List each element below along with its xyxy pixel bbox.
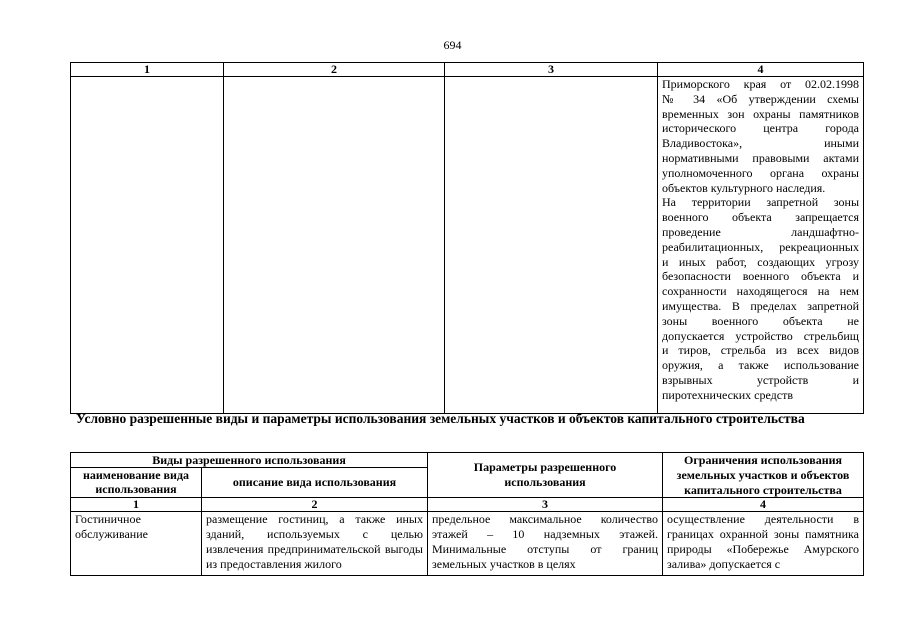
restrictions-cell bbox=[658, 77, 864, 414]
text-line: Владивостока», иными bbox=[662, 136, 859, 151]
column-numbers-row bbox=[71, 498, 864, 512]
conditional-use-table bbox=[70, 452, 864, 576]
empty-cell bbox=[445, 77, 658, 414]
column-number: 3 bbox=[445, 63, 658, 77]
text-line: безопасности военного объекта и bbox=[662, 269, 859, 284]
text-line: имущества. В пределах запретной bbox=[662, 298, 859, 313]
text-line: нормативными правовыми актами bbox=[662, 150, 859, 165]
empty-cell bbox=[71, 77, 224, 414]
text-line: военного объекта запрещается bbox=[662, 210, 859, 225]
parameters-header: Параметры разрешенного использования bbox=[428, 453, 663, 498]
column-number: 2 bbox=[202, 498, 428, 512]
page-number: 694 bbox=[443, 38, 462, 52]
text-line: уполномоченного органа охраны bbox=[662, 165, 859, 180]
text-line: Приморского края от 02.02.1998 bbox=[662, 77, 859, 91]
continuation-table bbox=[70, 62, 864, 414]
text-line: сохранности находящегося на нем bbox=[662, 284, 859, 299]
text-line: и тиров, стрельба из всех видов bbox=[662, 343, 859, 358]
column-number: 4 bbox=[663, 498, 864, 512]
text-line: проведение ландшафтно- bbox=[662, 224, 859, 239]
text-line: допускается устройство стрельбищ bbox=[662, 328, 859, 343]
restrictions-header: Ограничения использования земельных участков и объектов капитального строительства bbox=[663, 453, 864, 498]
column-number: 4 bbox=[658, 63, 864, 77]
column-number: 1 bbox=[71, 498, 202, 512]
restrictions-cell: осуществление деятельности в границах охранной зоны памятника природы «Побережье Амурского залива» допускается с bbox=[667, 512, 859, 571]
table-header-row bbox=[71, 63, 864, 77]
column-number: 3 bbox=[428, 498, 663, 512]
text-line: и иных работ, создающих угрозу bbox=[662, 254, 859, 269]
use-name-cell: Гостиничное обслуживание bbox=[75, 512, 148, 542]
use-description-header: описание вида использования bbox=[202, 468, 428, 498]
table-row bbox=[71, 77, 864, 414]
empty-cell bbox=[224, 77, 445, 414]
text-line: исторического центра города bbox=[662, 121, 859, 136]
text-line: реабилитационных, рекреационных bbox=[662, 239, 859, 254]
text-line: объектов культурного наследия. bbox=[662, 180, 826, 195]
text-line: На территории запретной зоны bbox=[662, 195, 859, 210]
use-types-group-header: Виды разрешенного использования bbox=[71, 453, 428, 468]
use-description-cell: размещение гостиниц, а также иных зданий, используемых с целью извлечения предпринимательской выгоды из предоставления жилого bbox=[206, 512, 423, 571]
use-name-header: наименование вида использования bbox=[71, 468, 202, 498]
text-line: временных зон охраны памятников bbox=[662, 106, 859, 121]
text-line: оружия, а также использование bbox=[662, 358, 859, 373]
text-line: взрывных устройств и bbox=[662, 372, 859, 387]
column-number: 1 bbox=[71, 63, 224, 77]
column-number: 2 bbox=[224, 63, 445, 77]
parameters-cell: предельное максимальное количество этажей – 10 надземных этажей. Минимальные отступы от границ земельных участков в целях bbox=[432, 512, 658, 571]
text-line: пиротехнических средств bbox=[662, 387, 794, 402]
text-line: зоны военного объекта не bbox=[662, 313, 859, 328]
text-line: № 34 «Об утверждении схемы bbox=[662, 91, 859, 106]
section-heading: Условно разрешенные виды и параметры использования земельных участков и объектов капитального строительства bbox=[76, 411, 805, 426]
table-row bbox=[71, 512, 864, 576]
